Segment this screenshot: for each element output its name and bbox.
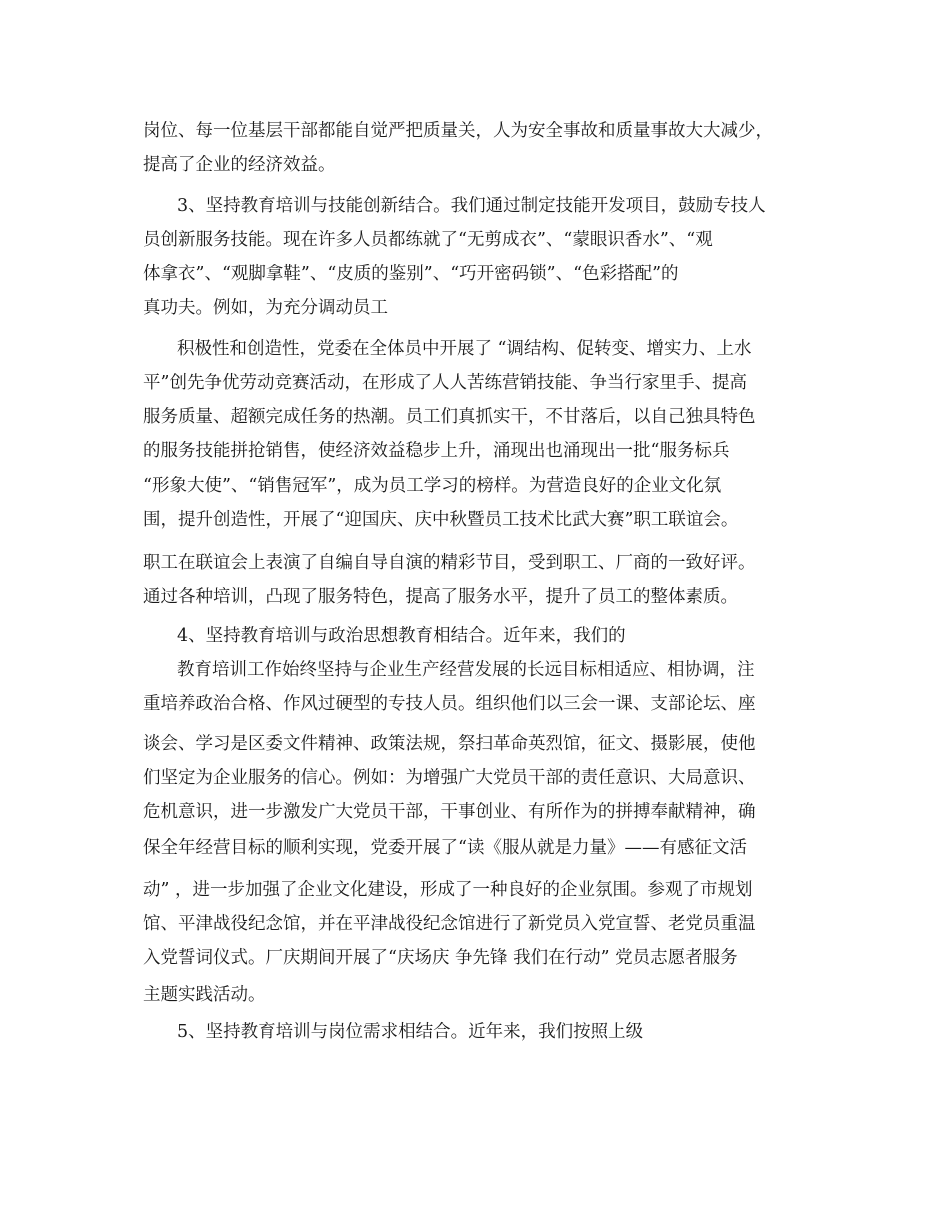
text-line: 保全年经营目标的顺利实现，党委开展了“读《服从就是力量》——有感征文活 xyxy=(143,838,747,858)
text-line: 体拿衣”、“观脚拿鞋”、“皮质的鉴别”、“巧开密码锁”、“色彩搭配”的 xyxy=(143,264,679,284)
text-line: 真功夫。例如，为充分调动员工 xyxy=(143,298,388,318)
text-line: 职工在联谊会上表演了自编自导自演的精彩节目，受到职工、厂商的一致好评。 xyxy=(143,553,756,573)
paragraph-line: 5、坚持教育培训与岗位需求相结合。近年来，我们按照上级 xyxy=(177,1022,644,1042)
paragraph-line: 4、坚持教育培训与政治思想教育相结合。近年来，我们的 xyxy=(177,626,626,646)
text-line: 通过各种培训，凸现了服务特色，提高了服务水平，提升了员工的整体素质。 xyxy=(143,587,738,607)
text-line: 平”创先争优劳动竞赛活动，在形成了人人苦练营销技能、争当行家里手、提高 xyxy=(143,373,747,393)
paragraph-line: 3、坚持教育培训与技能创新结合。我们通过制定技能开发项目，鼓励专技人 xyxy=(177,196,766,216)
text-line: 动” ，进一步加强了企业文化建设，形成了一种良好的企业氛围。参观了市规划 xyxy=(143,880,753,900)
paragraph-line: 积极性和创造性，党委在全体员中开展了 “调结构、促转变、增实力、上水 xyxy=(177,339,752,359)
text-line: 危机意识，进一步激发广大党员干部，干事创业、有所作为的拼搏奉献精神，确 xyxy=(143,802,756,822)
paragraph-line: 教育培训工作始终坚持与企业生产经营发展的长远目标相适应、相协调，注 xyxy=(177,660,755,680)
text-line: 员创新服务技能。现在许多人员都练就了“无剪成衣”、“蒙眼识香水”、“观 xyxy=(143,230,713,250)
text-line: 提高了企业的经济效益。 xyxy=(143,155,336,175)
text-line: 围，提升创造性，开展了“迎国庆、庆中秋暨员工技术比武大赛”职工联谊会。 xyxy=(143,510,739,530)
text-line: 谈会、学习是区委文件精神、政策法规，祭扫革命英烈馆，征文、摄影展，使他 xyxy=(143,734,756,754)
text-line: 馆、平津战役纪念馆，并在平津战役纪念馆进行了新党员入党宣誓、老党员重温 xyxy=(143,914,756,934)
text-line: 们坚定为企业服务的信心。例如：为增强广大党员干部的责任意识、大局意识、 xyxy=(143,768,756,788)
text-line: 主题实践活动。 xyxy=(143,985,266,1005)
text-line: 服务质量、超额完成任务的热潮。员工们真抓实干，不甘落后，以自己独具特色 xyxy=(143,407,756,427)
text-line: 的服务技能拼抢销售，使经济效益稳步上升，涌现出也涌现出一批“服务标兵 xyxy=(143,441,730,461)
text-line: “形象大使”、“销售冠军”，成为员工学习的榜样。为营造良好的企业文化氛 xyxy=(143,476,722,496)
text-line: 重培养政治合格、作风过硬型的专技人员。组织他们以三会一课、支部论坛、座 xyxy=(143,694,756,714)
text-line: 入党誓词仪式。厂庆期间开展了“庆场庆 争先锋 我们在行动” 党员志愿者服务 xyxy=(143,948,738,968)
text-line: 岗位、每一位基层干部都能自觉严把质量关，人为安全事故和质量事故大大减少， xyxy=(143,121,773,141)
